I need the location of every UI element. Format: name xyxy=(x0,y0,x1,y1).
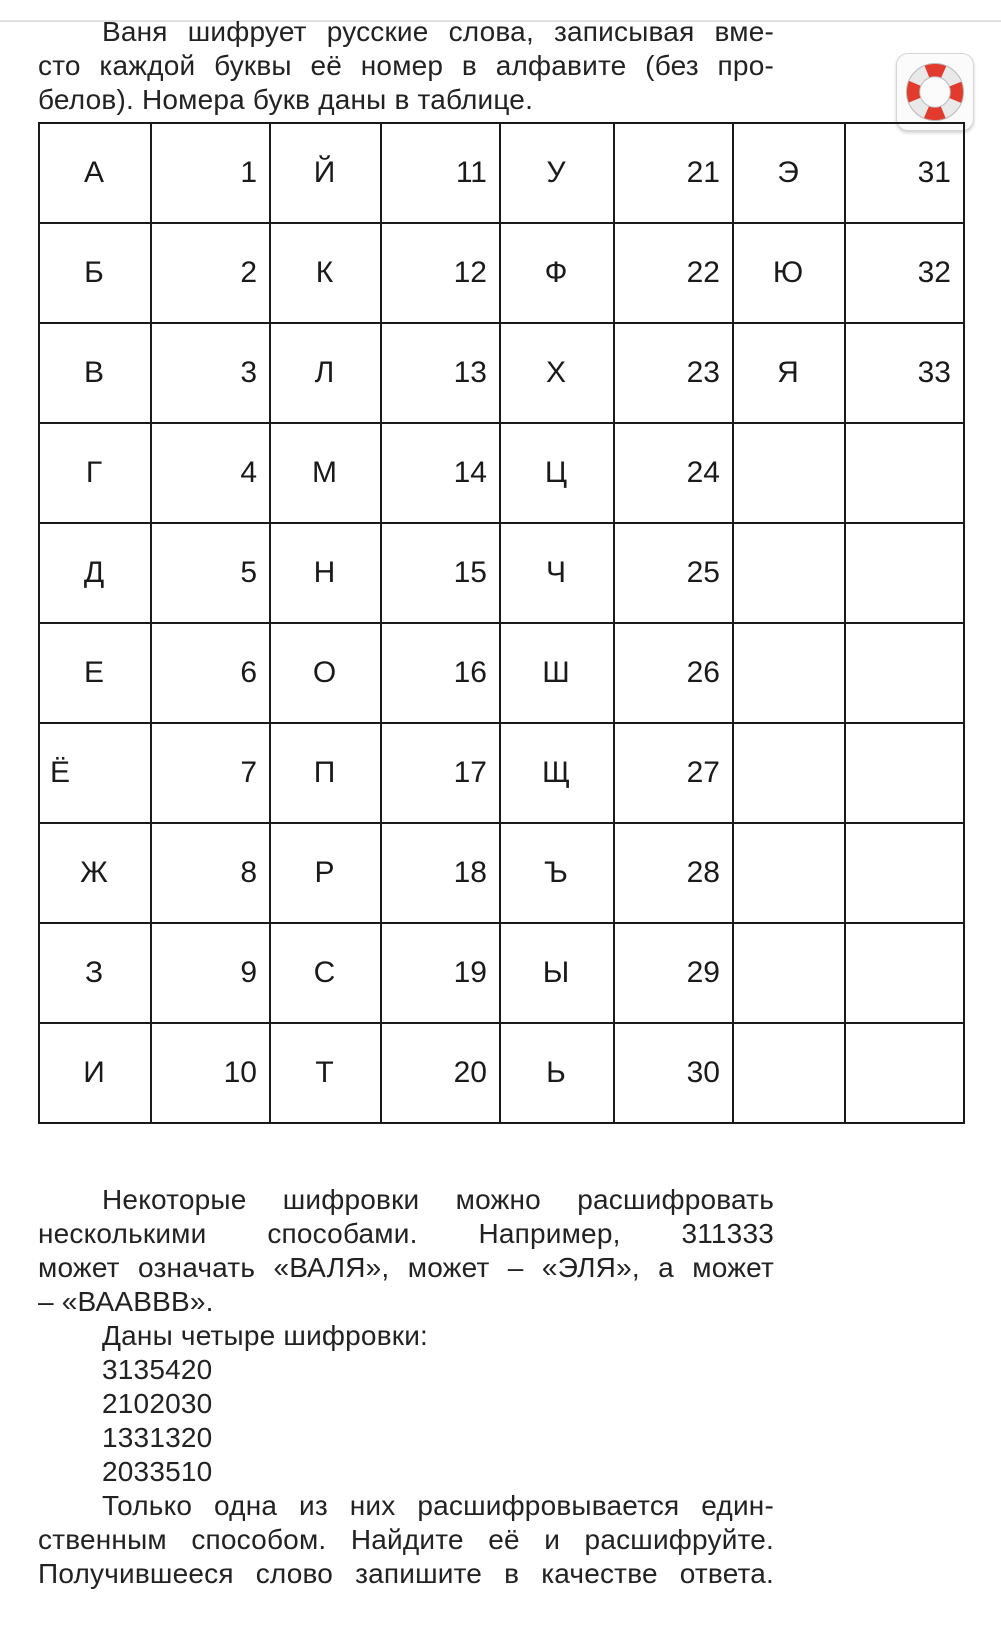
number-cell: 3 xyxy=(151,323,270,423)
letter-cell: Е xyxy=(39,623,151,723)
number-cell: 22 xyxy=(614,223,733,323)
number-cell: 21 xyxy=(614,123,733,223)
letter-cell: В xyxy=(39,323,151,423)
number-cell xyxy=(845,723,964,823)
number-cell: 13 xyxy=(381,323,500,423)
letter-cell: Ё xyxy=(39,723,151,823)
code-2: 2102030 xyxy=(102,1388,213,1419)
letter-cell: С xyxy=(270,923,381,1023)
number-cell: 11 xyxy=(381,123,500,223)
intro-line-2: сто каждой буквы её номер в алфавите (без про- xyxy=(38,50,774,81)
letter-cell: Ф xyxy=(500,223,614,323)
number-cell: 10 xyxy=(151,1023,270,1123)
letter-cell xyxy=(733,823,845,923)
lower-text xyxy=(38,1183,774,1591)
p1-line-4: – «ВААВВВ». xyxy=(38,1286,214,1317)
number-cell: 31 xyxy=(845,123,964,223)
number-cell xyxy=(845,623,964,723)
number-cell xyxy=(845,1023,964,1123)
number-cell: 16 xyxy=(381,623,500,723)
letter-cell: З xyxy=(39,923,151,1023)
letter-cell: М xyxy=(270,423,381,523)
letter-cell: Ъ xyxy=(500,823,614,923)
table-row xyxy=(39,1023,964,1123)
number-cell: 12 xyxy=(381,223,500,323)
p1-line-1: Некоторые шифровки можно расшифровать xyxy=(102,1184,774,1215)
table-row xyxy=(39,723,964,823)
number-cell: 24 xyxy=(614,423,733,523)
number-cell: 8 xyxy=(151,823,270,923)
lifebuoy-icon xyxy=(906,63,964,121)
letter-cell: Х xyxy=(500,323,614,423)
number-cell: 15 xyxy=(381,523,500,623)
letter-cell: Ш xyxy=(500,623,614,723)
letter-cell: Ь xyxy=(500,1023,614,1123)
letter-cell: Я xyxy=(733,323,845,423)
intro-line-3: белов). Номера букв даны в таблице. xyxy=(38,84,534,115)
code-1: 3135420 xyxy=(102,1354,213,1385)
number-cell: 27 xyxy=(614,723,733,823)
number-cell: 33 xyxy=(845,323,964,423)
letter-cell xyxy=(733,523,845,623)
letter-cell: Р xyxy=(270,823,381,923)
table-row xyxy=(39,323,964,423)
number-cell: 1 xyxy=(151,123,270,223)
number-cell: 7 xyxy=(151,723,270,823)
letter-cell: И xyxy=(39,1023,151,1123)
number-cell: 9 xyxy=(151,923,270,1023)
letter-cell xyxy=(733,923,845,1023)
letter-cell: Г xyxy=(39,423,151,523)
number-cell: 18 xyxy=(381,823,500,923)
p2-line-2: ственным способом. Найдите её и расшифруйте. xyxy=(38,1524,774,1555)
number-cell: 29 xyxy=(614,923,733,1023)
letter-cell: Л xyxy=(270,323,381,423)
number-cell: 19 xyxy=(381,923,500,1023)
p2-line-3: Получившееся слово запишите в качестве ответа. xyxy=(38,1558,774,1589)
letter-cell: Ц xyxy=(500,423,614,523)
letter-cell xyxy=(733,723,845,823)
number-cell: 26 xyxy=(614,623,733,723)
letter-cell: Б xyxy=(39,223,151,323)
number-cell: 6 xyxy=(151,623,270,723)
number-cell xyxy=(845,923,964,1023)
number-cell: 2 xyxy=(151,223,270,323)
number-cell: 17 xyxy=(381,723,500,823)
intro-paragraph xyxy=(38,15,774,117)
table-row xyxy=(39,623,964,723)
letter-cell xyxy=(733,1023,845,1123)
p2-line-1: Только одна из них расшифровывается един- xyxy=(102,1490,774,1521)
letter-cell xyxy=(733,423,845,523)
letter-cell: Щ xyxy=(500,723,614,823)
letter-cell: Ч xyxy=(500,523,614,623)
table-row xyxy=(39,223,964,323)
table-row xyxy=(39,823,964,923)
help-button[interactable] xyxy=(896,53,974,131)
letter-cell: Ы xyxy=(500,923,614,1023)
letter-cell: Э xyxy=(733,123,845,223)
letter-cell: Т xyxy=(270,1023,381,1123)
intro-line-1: Ваня шифрует русские слова, записывая вме- xyxy=(102,16,774,47)
number-cell xyxy=(845,823,964,923)
number-cell: 25 xyxy=(614,523,733,623)
letter-cell: Ж xyxy=(39,823,151,923)
table-row xyxy=(39,923,964,1023)
number-cell: 30 xyxy=(614,1023,733,1123)
alphabet-table xyxy=(38,122,965,1124)
code-4: 2033510 xyxy=(102,1456,213,1487)
letter-cell: П xyxy=(270,723,381,823)
letter-cell: Н xyxy=(270,523,381,623)
given-line: Даны четыре шифровки: xyxy=(102,1320,429,1351)
letter-cell: А xyxy=(39,123,151,223)
p1-line-2: несколькими способами. Например, 311333 xyxy=(38,1218,774,1249)
p1-line-3: может означать «ВАЛЯ», может – «ЭЛЯ», а может xyxy=(38,1252,774,1283)
letter-cell: Д xyxy=(39,523,151,623)
number-cell xyxy=(845,523,964,623)
table-row xyxy=(39,523,964,623)
letter-cell: О xyxy=(270,623,381,723)
number-cell xyxy=(845,423,964,523)
number-cell: 5 xyxy=(151,523,270,623)
table-row xyxy=(39,423,964,523)
number-cell: 20 xyxy=(381,1023,500,1123)
code-3: 1331320 xyxy=(102,1422,213,1453)
letter-cell: Ю xyxy=(733,223,845,323)
letter-cell: Й xyxy=(270,123,381,223)
number-cell: 32 xyxy=(845,223,964,323)
number-cell: 23 xyxy=(614,323,733,423)
letter-cell: К xyxy=(270,223,381,323)
number-cell: 4 xyxy=(151,423,270,523)
letter-cell: У xyxy=(500,123,614,223)
number-cell: 28 xyxy=(614,823,733,923)
number-cell: 14 xyxy=(381,423,500,523)
letter-cell xyxy=(733,623,845,723)
table-row xyxy=(39,123,964,223)
